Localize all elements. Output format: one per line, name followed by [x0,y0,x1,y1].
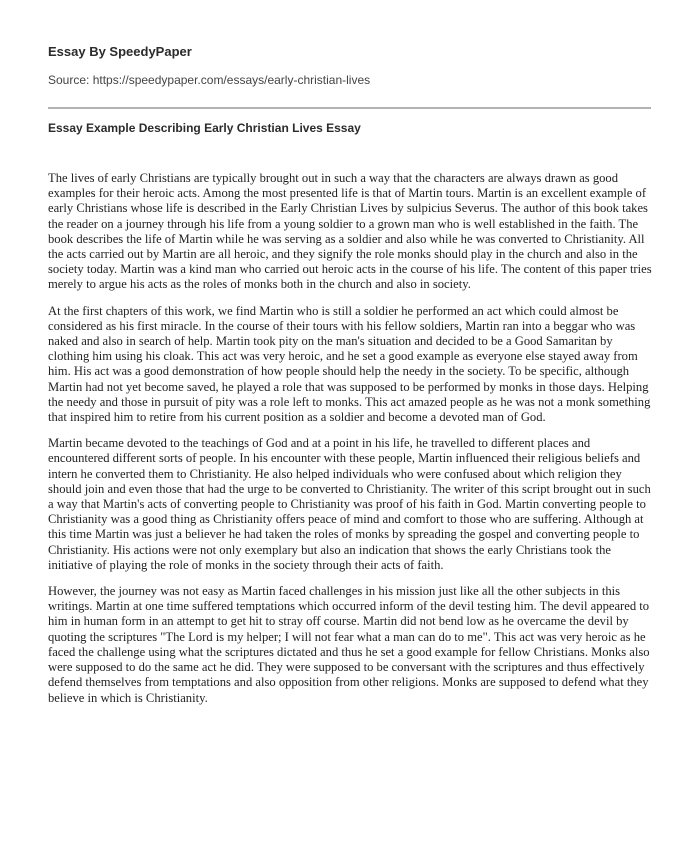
paragraph: At the first chapters of this work, we find Martin who is still a soldier he performed an act which could almost be considered as his first miracle. In the course of their tours with his fellow soldiers, Martin ran into a beggar who was naked and also in search of help. Martin took pity on the man's situation and decided to be a Good Samaritan by clothing him using his cloak. This act was very heroic, and he set a good example as everyone else stayed away from him. His act was a good demonstration of how people should help the needy in the society. To be specific, although Martin had not yet become saved, he played a role that was supposed to be performed by monks in those days. Helping the needy and those in pursuit of pity was a role left to monks. This act amazed people as he was not a monk something that inspired him to retire from his current position as a soldier and become a devoted man of God. [48,303,651,425]
source-line: Source: https://speedypaper.com/essays/early-christian-lives [48,73,371,87]
essay-title: Essay Example Describing Early Christian Lives Essay [48,121,361,135]
header-title: Essay By SpeedyPaper [48,44,192,59]
paragraph: The lives of early Christians are typically brought out in such a way that the characters are always drawn as good examples for their heroic acts. Among the most presented life is that of Martin tours. Martin is an excellent example of early Christians whose life is described in the Early Christian Lives by sulpicius Severus. The author of this book takes the reader on a journey through his life from a young soldier to a grown man who is well established in the faith. The book describes the life of Martin while he was serving as a soldier and also while he was converted to Christianity. All the acts carried out by Martin are all heroic, and they signify the role monks should play in the church and also in the society today. Martin was a kind man who carried out heroic acts in the course of his life. The content of this paper tries merely to argue his acts as the roles of monks both in the church and also in society. [48,171,652,292]
header-divider [48,107,651,109]
paragraph: Martin became devoted to the teachings of God and at a point in his life, he travelled to different places and encountered different sorts of people. In his encounter with these people, Martin influenced their religious beliefs and intern he converted them to Christianity. He also helped individuals who were confused about which religion they should join and even those that had the urge to be converted to Christianity. The writer of this script brought out in such a way that Martin's acts of converting people to Christianity was proof of his faith in God. Martin converting people to Christianity was a good thing as Christianity offers peace of mind and comfort to those who are suffering. Although at this time Martin was just a believer he had taken the roles of monks by spreading the gospel and converting people to Christianity. His actions were not only exemplary but also an indication that shows the early Christians took the initiative of playing the role of monks in the society through their acts of faith. [48,436,651,572]
essay-body [48,171,654,717]
paragraph: However, the journey was not easy as Martin faced challenges in his mission just like all the other subjects in this writings. Martin at one time suffered temptations which occurred inform of the devil testing him. The devil appeared to him in human form in an attempt to get hit to stray off course. Martin did not bend low as he overcame the devil by quoting the scriptures "The Lord is my helper; I will not fear what a man can do to me". This act was very heroic as he faced the challenge using what the scriptures dictated and thus he set a good example for fellow Christians. Monks also were supposed to do the same act he did. They were supposed to be conversant with the scriptures and thus effectively defend themselves from temptations and also opposition from other religions. Monks are supposed to defend what they believe in which is Christianity. [48,584,650,705]
